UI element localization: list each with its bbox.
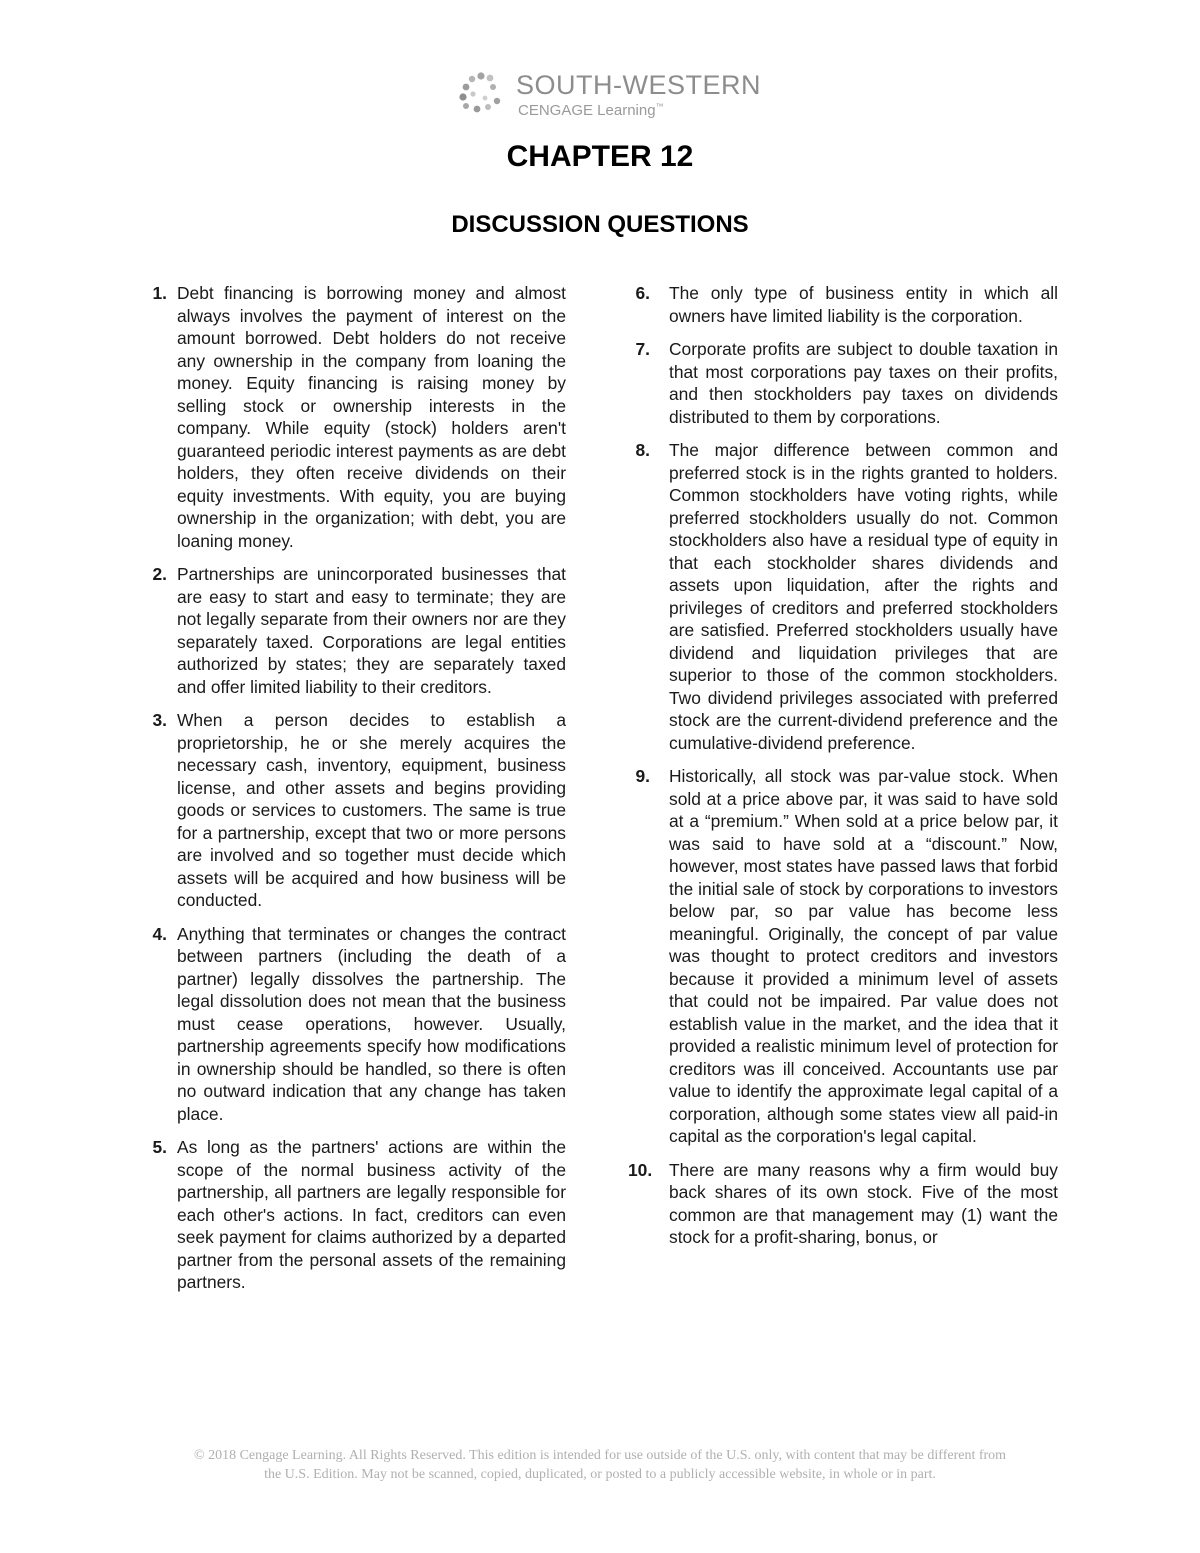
question-item bbox=[136, 1136, 566, 1294]
publisher-logo bbox=[458, 68, 761, 124]
question-item bbox=[136, 282, 566, 552]
logo-subtitle: CENGAGE Learning™ bbox=[518, 102, 664, 119]
copyright-line-2: the U.S. Edition. May not be scanned, copied, duplicated, or posted to a publicly accessible website, in whole or in part. bbox=[264, 1467, 936, 1482]
question-item bbox=[628, 282, 1058, 327]
question-answer-text: The major difference between common and preferred stock is in the rights granted to holders. Common stockholders have voting rights, while preferred stockholders usually do not. Common stockholders also have a residual type of equity in that each stockholder shares dividends and assets upon liquidation, after the rights and privileges of creditors and preferred stockholders are satisfied. Preferred stockholders usually have dividend and liquidation privileges that are superior to those of the common stockholders. Two dividend privileges associated with preferred stock are the current-dividend preference and the cumulative-dividend preference. bbox=[669, 440, 1058, 753]
chapter-title: CHAPTER 12 bbox=[506, 140, 694, 173]
question-answer-text: Partnerships are unincorporated businesses that are easy to start and easy to terminate; they are not legally separate from their owners nor are they separately taxed. Corporations are legal entities authorized by states; they are separately taxed and offer limited liability to their creditors. bbox=[177, 564, 566, 697]
question-answer-text: When a person decides to establish a proprietorship, he or she merely acquires the necessary cash, inventory, equipment, business license, and other assets and begins providing goods or services to customers. The same is true for a partnership, except that two or more persons are involved and so together must decide which assets will be acquired and how business will be conducted. bbox=[177, 710, 566, 910]
question-number: 5. bbox=[152, 1137, 167, 1157]
logo-publisher-name: SOUTH-WESTERN bbox=[516, 70, 761, 100]
left-column bbox=[136, 282, 566, 1305]
copyright-line-1: © 2018 Cengage Learning. All Rights Reserved. This edition is intended for use outside of the U.S. only, with content that may be different from bbox=[193, 1448, 1007, 1463]
section-title: DISCUSSION QUESTIONS bbox=[451, 211, 749, 238]
question-item bbox=[136, 563, 566, 698]
question-number: 7. bbox=[635, 339, 650, 359]
question-number: 9. bbox=[635, 766, 650, 786]
question-item bbox=[628, 439, 1058, 754]
question-answer-text: Anything that terminates or changes the contract between partners (including the death of a partner) legally dissolves the partnership. The legal dissolution does not mean that the business must cease operations, however. Usually, partnership agreements specify how modifications in ownership should be handled, so there is often no outward indication that any change has taken place. bbox=[177, 923, 566, 1124]
question-number: 1. bbox=[152, 283, 167, 303]
question-number: 2. bbox=[152, 564, 167, 584]
question-answer-text: The only type of business entity in which all owners have limited liability is the corporation. bbox=[669, 283, 1058, 326]
question-item bbox=[628, 765, 1058, 1148]
trademark-mark: ™ bbox=[655, 102, 664, 111]
right-column bbox=[628, 282, 1058, 1260]
question-number: 3. bbox=[152, 710, 167, 730]
question-item bbox=[136, 709, 566, 912]
question-answer-text: As long as the partners' actions are within the scope of the normal business activity of the partnership, all partners are legally responsible for each other's actions. In fact, creditors can even seek payment for claims authorized by a departed partner from the personal assets of the remaining partners. bbox=[177, 1137, 566, 1292]
question-answer-text: Debt financing is borrowing money and almost always involves the payment of interest on the amount borrowed. Debt holders do not receive any ownership in the company from loaning the money. Equity financing is raising money by selling stock or ownership interests in the company. While equity (stock) holders aren't guaranteed periodic interest payments as are debt holders, they often receive dividends on their equity investments. With equity, you are buying ownership in the organization; with debt, you are loaning money. bbox=[177, 283, 566, 551]
copyright-footer bbox=[120, 1446, 1080, 1484]
question-answer-text: Historically, all stock was par-value stock. When sold at a price above par, it was said to have sold at a “premium.” When sold at a price below par, it was said to have sold at a “discount.” Now, however, most states have passed laws that forbid the initial sale of stock by corporations to investors below par, so par value has become less meaningful. Originally, the concept of par value was thought to protect creditors and investors because it provided a minimum level of assets that could not be impaired. Par value does not establish value in the market, and the idea that it provided a realistic minimum level of protection for creditors was ill conceived. Accountants use par value to identify the approximate legal capital of a corporation, although some states view all paid-in capital as the corporation's legal capital. bbox=[669, 766, 1058, 1146]
question-number: 4. bbox=[152, 923, 167, 944]
question-item bbox=[136, 923, 566, 1126]
question-item bbox=[628, 1159, 1058, 1249]
question-number: 10. bbox=[628, 1159, 653, 1180]
question-number: 6. bbox=[635, 283, 650, 303]
question-answer-text: Corporate profits are subject to double taxation in that most corporations pay taxes on their profits, and then stockholders pay taxes on dividends distributed to them by corporations. bbox=[669, 339, 1058, 427]
question-answer-text: There are many reasons why a firm would buy back shares of its own stock. Five of the most common are that management may (1) want the stock for a profit-sharing, bonus, or bbox=[669, 1159, 1058, 1247]
question-number: 8. bbox=[635, 440, 650, 460]
cengage-dots-icon bbox=[458, 70, 508, 120]
question-item bbox=[628, 338, 1058, 428]
